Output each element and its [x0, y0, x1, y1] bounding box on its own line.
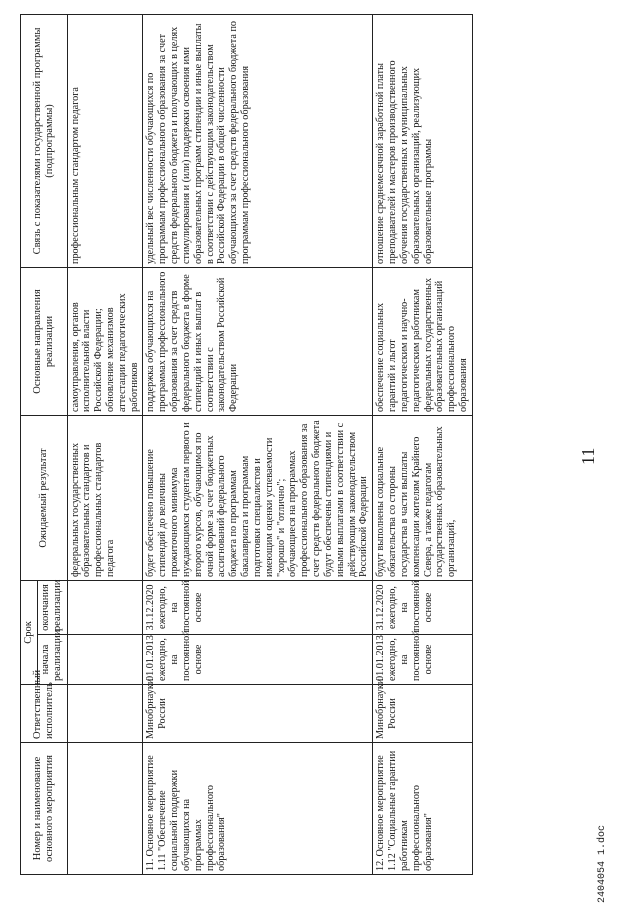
row-name: Основное мероприятие 1.12 "Социальные гарантии работникам профессионального образования" [375, 750, 434, 871]
header-name: Номер и наименование основного мероприятия [21, 743, 68, 875]
row-number: 11. [145, 858, 157, 871]
row-number: 12. [375, 858, 387, 871]
document-reference: 2404054 1.doc [597, 824, 608, 903]
row-dir: поддержка обучающихся на программах профессионального образования за счет средств федерального бюджета в форме стипендий и иных выплат в соответствии с законодательством Российской Федерации [143, 267, 373, 415]
header-dir: Основные направления реализации [21, 267, 68, 415]
measures-table [20, 14, 473, 875]
row-end: 31.12.2020 ежегодно, на постоянной основе [143, 580, 373, 634]
header-result: Ожидаемый результат [21, 415, 68, 580]
row-exec: Минобрнауки России [373, 685, 473, 743]
row-name: Основное мероприятие 1.11 "Обеспечение социальной поддержки обучающихся на программах профессионального образования" [145, 755, 228, 871]
row-dir: обеспечение социальных гарантий и льгот педагогическим и научно-педагогическим работникам федеральных государственных образовательных организаций профессионального образования [373, 267, 473, 415]
header-term: Срок [21, 580, 38, 684]
table-row [143, 14, 373, 874]
header-end: окончания реализации [38, 580, 67, 634]
cont-link: профессиональным стандартом педагога [67, 14, 143, 267]
row-result: будет обеспечено повышение стипендий до величины прожиточного минимума нуждающимся студентам первого и второго курсов, обучающимся по очной форме за счет бюджетных ассигнований федерального бюджета по программам бакалавриата и программам подготовки специалистов и имеющим оценки успеваемости "хорошо" и "отлично"; [145, 422, 287, 577]
row-result-2: обучающиеся на программах профессионального образования за счет средств федерального бюджета будут обеспечены стипендиями и иными выплатами в соответствии с действующим законодательством Российской Федерации [287, 420, 370, 577]
row-link: отношение среднемесячной заработной платы преподавателей и мастеров производственного обучения государственных и муниципальных образовательных организаций, реализующих образовательные программы [373, 14, 473, 267]
row-start: 01.01.2013 ежегодно, на постоянной основе [373, 635, 473, 685]
header-row [21, 14, 38, 874]
row-result: будут выполнены социальные обязательства со стороны государства в части выплаты компенсации жителям Крайнего Севера, а также педагогам государственных образовательных организаций, [373, 415, 473, 580]
header-link: Связь с показателями государственной программы (подпрограммы) [21, 14, 68, 267]
row-link: удельный вес численности обучающихся по программам профессионального образования за счет средств федерального бюджета и получающих в целях стимулирования и (или) поддержки освоения ими образовательных программ стипендии и иные выплаты в соответствии с действующим законодательством Российской Федерации в общей численности [145, 23, 228, 264]
table-row [373, 14, 473, 874]
header-exec: Ответственный исполнитель [21, 685, 68, 743]
row-exec: Минобрнауки России [143, 685, 373, 743]
table-row-continuation [67, 14, 143, 874]
cont-result: федеральных государственных образовательных стандартов и профессиональных стандартов педагога [67, 415, 143, 580]
row-end: 31.12.2020 ежегодно, на постоянной основе [373, 580, 473, 634]
header-start: начала реализации [38, 635, 67, 685]
cont-dir: самоуправления, органов исполнительной власти Российской Федерации; обновление механизмов аттестации педагогических работников [67, 267, 143, 415]
row-start: 01.01.2013 ежегодно, на постоянной основе [143, 635, 373, 685]
row-link-2: обучающихся за счет средств федерального бюджета по программам профессионального образования [228, 21, 252, 264]
page-number: 11 [578, 447, 598, 465]
